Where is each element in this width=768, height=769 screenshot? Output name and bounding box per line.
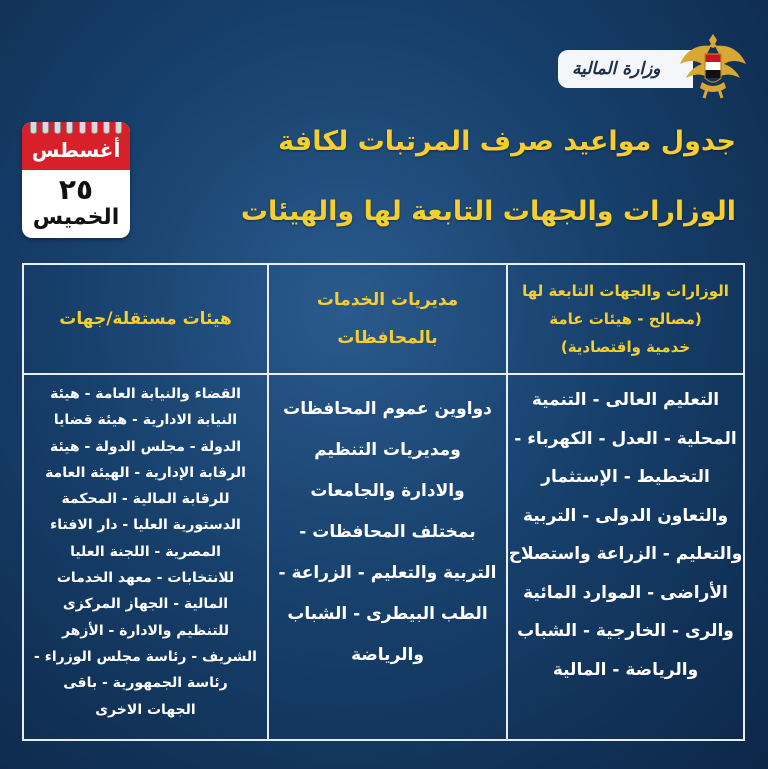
cell-line: والتعاون الدولى - التربية <box>522 505 729 526</box>
cell-line: التعليم العالى - التنمية <box>531 390 720 410</box>
cell-line: ومديريات التنظيم <box>314 440 461 460</box>
header-ministries-line-2: (مصالح - هيئات عامة <box>549 310 702 328</box>
cell-line: الرقابة الإدارية - الهيئة العامة <box>45 464 246 481</box>
calendar-day-number: ٢٥ <box>58 173 94 206</box>
header-independent-bodies <box>24 265 267 373</box>
date-calendar-card <box>22 122 130 238</box>
cell-line: الدستورية العليا - دار الافتاء <box>50 517 241 534</box>
cell-line: والرياضة <box>351 645 424 665</box>
cell-line: والرى - الخارجية - الشباب <box>517 621 734 641</box>
header-ministries-line-3: خدمية واقتصادية) <box>560 338 691 356</box>
egypt-eagle-emblem-icon <box>678 30 748 102</box>
cell-line: رئاسة الجمهورية - باقى <box>63 675 228 692</box>
cell-line: للتنظيم والادارة - الأزهر <box>61 622 230 639</box>
cell-line: بمختلف المحافظات - <box>299 522 476 542</box>
cell-line: للرقابة المالية - المحكمة <box>61 491 230 508</box>
calendar-weekday: الخميس <box>32 205 120 230</box>
ministry-name: وزارة المالية <box>572 59 661 79</box>
cell-line: والتعليم - الزراعة واستصلاح <box>508 544 743 564</box>
ministry-logo-badge <box>558 50 693 88</box>
cell-line: المحلية - العدل - الكهرباء - <box>514 428 737 449</box>
cell-line: والرياضة - المالية <box>552 659 699 680</box>
calendar-rings <box>30 122 122 134</box>
cell-line: للانتخابات - معهد الخدمات <box>56 570 235 587</box>
cell-line: دواوين عموم المحافظات <box>283 399 492 419</box>
header-directorates <box>269 265 506 373</box>
calendar-month: أغسطس <box>31 138 121 162</box>
cell-line: الطب البيطرى - الشباب <box>287 604 488 624</box>
cell-directorates <box>269 375 506 739</box>
cell-independent-bodies <box>24 375 267 739</box>
header-directorates-line-2: بالمحافظات <box>337 328 438 348</box>
header-directorates-line-1: مديريات الخدمات <box>316 290 459 310</box>
header-ministries <box>508 265 743 373</box>
cell-line: الشريف - رئاسة مجلس الوزراء - <box>34 648 257 665</box>
cell-line: والادارة والجامعات <box>310 481 465 501</box>
cell-line: المصرية - اللجنة العليا <box>70 543 221 560</box>
header-independent-bodies-label: هيئات مستقلة/جهات <box>59 309 232 329</box>
salary-schedule-table <box>22 263 745 741</box>
cell-line: النيابة الادارية - هيئة قضايا <box>53 412 238 429</box>
page-title-line-1: جدول مواعيد صرف المرتبات لكافة <box>278 126 736 157</box>
page-title-line-2: الوزارات والجهات التابعة لها والهيئات <box>240 196 736 227</box>
cell-line: التربية والتعليم - الزراعة - <box>278 563 497 583</box>
cell-line: التخطيط - الإستثمار <box>541 467 710 487</box>
cell-ministries <box>508 375 743 739</box>
calendar-header <box>22 122 130 170</box>
header-ministries-line-1: الوزارات والجهات التابعة لها <box>522 282 729 300</box>
cell-line: القضاء والنيابة العامة - هيئة <box>50 386 241 402</box>
cell-line: الجهات الاخرى <box>95 701 196 718</box>
cell-line: المالية - الجهاز المركزى <box>62 596 229 613</box>
cell-line: الدولة - مجلس الدولة - هيئة <box>49 438 242 455</box>
cell-line: الأراضى - الموارد المائية <box>523 582 728 603</box>
